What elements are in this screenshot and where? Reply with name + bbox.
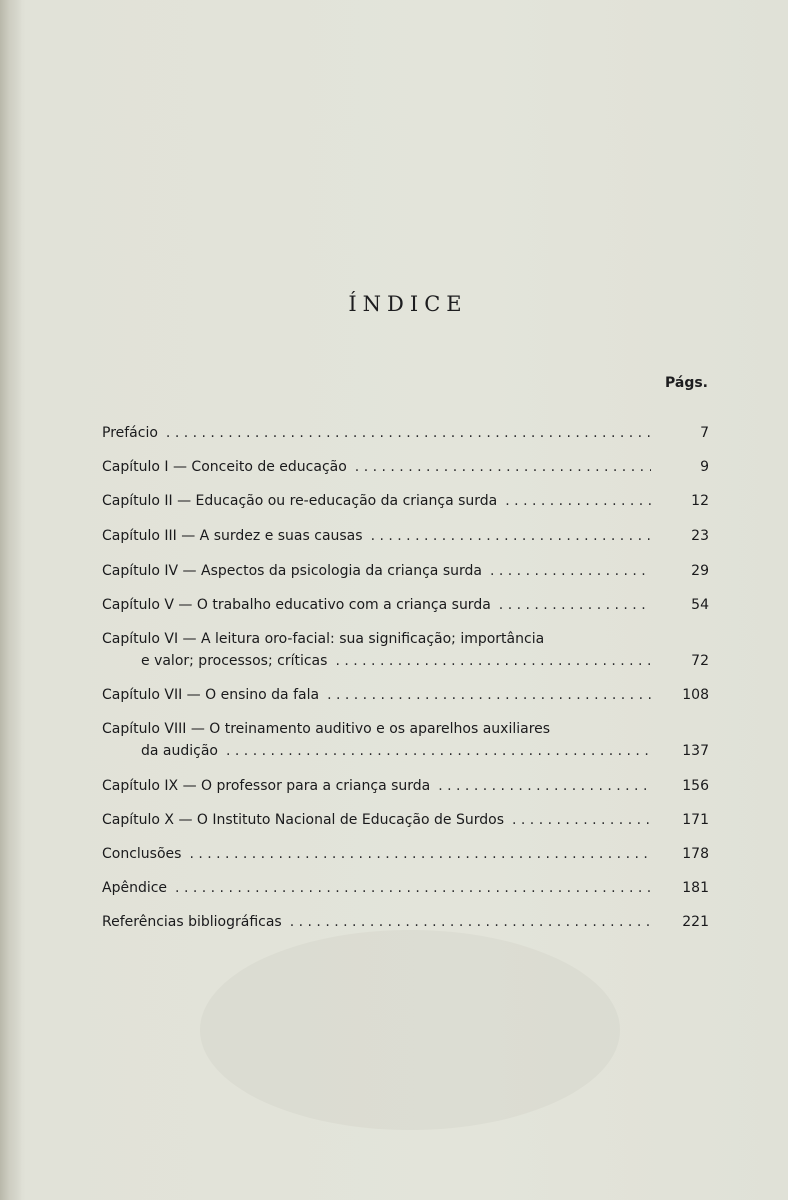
toc-page-number: 7 (700, 425, 709, 441)
toc-entry-title-continued: e valor; processos; críticas (141, 653, 328, 669)
toc-page-number: 72 (691, 653, 709, 669)
dot-leader (505, 490, 651, 512)
toc-entry-title: Capítulo III — A surdez e suas causas (102, 528, 363, 544)
toc-entry (102, 422, 709, 444)
dot-leader (371, 525, 651, 547)
paper-stain (200, 930, 620, 1130)
dot-leader (512, 809, 651, 831)
toc-page-number: 54 (691, 597, 709, 613)
dot-leader (226, 740, 651, 762)
dot-leader (175, 877, 651, 899)
toc-page-number: 29 (691, 563, 709, 579)
dot-leader (499, 594, 651, 616)
toc-page-number: 9 (700, 459, 709, 475)
toc-entry (102, 718, 709, 762)
toc-entry-title: Capítulo II — Educação ou re-educação da criança surda (102, 493, 498, 509)
toc-page-number: 12 (691, 493, 709, 509)
dot-leader (189, 843, 651, 865)
toc-page-number: 23 (691, 528, 709, 544)
toc-page-number: 178 (682, 846, 709, 862)
dot-leader (290, 911, 651, 933)
toc-entry (102, 809, 709, 831)
toc-entry-title: Capítulo IV — Aspectos da psicologia da criança surda (102, 563, 482, 579)
toc-entry-title: Capítulo I — Conceito de educação (102, 459, 347, 475)
toc-entry (102, 684, 709, 706)
dot-leader (166, 422, 651, 444)
toc-entry-title: Capítulo V — O trabalho educativo com a criança surda (102, 597, 491, 613)
pages-column-header: Págs. (664, 375, 708, 391)
toc-entry-title: Apêndice (102, 880, 168, 896)
toc-entry (102, 456, 709, 478)
toc-page-number: 137 (682, 743, 709, 759)
toc-entry-title: Capítulo VI — A leitura oro-facial: sua significação; importância (102, 631, 545, 647)
toc-entry-title: Referências bibliográficas (102, 914, 282, 930)
toc-page-number: 171 (682, 812, 709, 828)
toc-entry (102, 775, 709, 797)
toc-entry-title: Capítulo IX — O professor para a criança surda (102, 778, 431, 794)
toc-entry-title: Prefácio (102, 425, 158, 441)
page-title: ÍNDICE (348, 292, 468, 316)
dot-leader (327, 684, 651, 706)
toc-entry (102, 594, 709, 616)
toc-page-number: 221 (682, 914, 709, 930)
toc-entry-title: Capítulo VIII — O treinamento auditivo e os aparelhos auxiliares (102, 721, 551, 737)
page-spine-shadow (0, 0, 22, 1200)
dot-leader (335, 650, 651, 672)
toc-entry (102, 525, 709, 547)
toc-entry-title: Capítulo X — O Instituto Nacional de Educação de Surdos (102, 812, 504, 828)
toc-page-number: 108 (682, 687, 709, 703)
toc-entry-title-continued: da audição (141, 743, 218, 759)
toc-entry (102, 560, 709, 582)
toc-entry (102, 843, 709, 865)
dot-leader (438, 775, 651, 797)
toc-entry (102, 490, 709, 512)
toc-entry-title: Capítulo VII — O ensino da fala (102, 687, 320, 703)
toc-entry (102, 911, 709, 933)
toc-page-number: 156 (682, 778, 709, 794)
dot-leader (490, 560, 651, 582)
toc-page-number: 181 (682, 880, 709, 896)
toc-entry (102, 628, 709, 672)
dot-leader (355, 456, 651, 478)
toc-entry (102, 877, 709, 899)
toc-entry-title: Conclusões (102, 846, 182, 862)
